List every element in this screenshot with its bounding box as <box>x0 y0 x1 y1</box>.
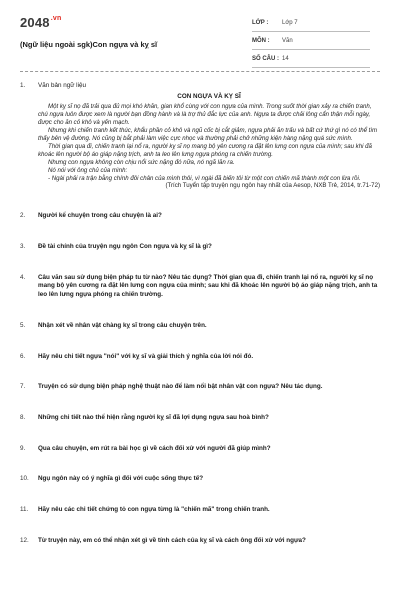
meta-label: LỚP : <box>252 19 269 26</box>
header-divider <box>20 71 380 72</box>
logo-suffix: .vn <box>50 15 62 22</box>
question-item <box>20 82 380 190</box>
question-item <box>20 445 380 454</box>
question-text: Câu văn sau sử dụng biện pháp tu từ nào? Nêu tác dụng? Thời gian qua đi, chiến tranh lại nổ ra, người kỵ sĩ nọ mang bộ yên cương ra đặt lên lưng con ngựa của mình; sau khi đã khoác lên người bộ áo giáp nặng trịch, anh ta leo lên lưng ngựa phóng ra chiến trường. <box>38 273 378 299</box>
passage-source: (Trích Tuyển tập truyện ngụ ngôn hay nhất của Aesop, NXB Trẻ, 2014, tr.71-72) <box>165 182 380 190</box>
passage-paragraph: Nhưng con ngựa không còn chịu nổi sức nặng đó nữa, nó ngã lăn ra. <box>48 158 235 166</box>
logo-number: 2048 <box>20 15 50 30</box>
meta-table <box>252 14 370 68</box>
question-item <box>20 414 380 423</box>
meta-label: MÔN : <box>252 37 270 44</box>
question-text: Hãy nêu các chi tiết chứng tỏ con ngựa từng là "chiến mã" trong chiến tranh. <box>38 506 270 514</box>
meta-value: Văn <box>282 37 293 44</box>
question-number: 7. <box>20 383 26 391</box>
question-number: 2. <box>20 212 26 220</box>
meta-value: 14 <box>282 55 289 62</box>
question-number: 1. <box>20 82 26 89</box>
question-item <box>20 506 380 515</box>
question-number: 9. <box>20 444 26 452</box>
passage-paragraph: - Ngài phải ra trận bằng chính đôi chân của mình thôi, vì ngài đã biến tôi từ một con chiến mã thành một con lừa rồi. <box>48 174 361 182</box>
question-number: 4. <box>20 273 26 281</box>
question-item <box>20 322 380 331</box>
question-text: Truyện có sử dụng biện pháp nghệ thuật nào để làm nổi bật nhân vật con ngựa? Nêu tác dụng. <box>38 383 323 391</box>
question-item <box>20 475 380 484</box>
meta-row-class <box>252 14 370 32</box>
question-item <box>20 212 380 221</box>
question-number: 12. <box>20 536 29 544</box>
question-item <box>20 353 380 362</box>
question-number: 11. <box>20 506 29 514</box>
question-item <box>20 537 380 546</box>
passage-paragraph: Nhưng khi chiến tranh kết thúc, khẩu phần cỏ khô và ngũ cốc bị cắt giảm, ngựa phải ăn trấu và bất cứ thứ gì nó có thể tìm thấy bên vệ đường. Nó cũng bị bắt phải làm việc cực nhọc và thường phải chở những kiện hàng nặng quá sức mình. <box>38 127 378 143</box>
question-text: Người kể chuyện trong câu chuyện là ai? <box>38 212 162 220</box>
question-number: 3. <box>20 243 26 251</box>
question-text: Qua câu chuyện, em rút ra bài học gì về cách đối xử với người đã giúp mình? <box>38 444 271 452</box>
question-item <box>20 243 380 252</box>
question-item <box>20 274 380 300</box>
question-text: Hãy nêu chi tiết ngựa "nói" với kỵ sĩ và giải thích ý nghĩa của lời nói đó. <box>38 352 254 360</box>
question-item <box>20 383 380 392</box>
question-number: 6. <box>20 352 26 360</box>
worksheet-subtitle: (Ngữ liệu ngoài sgk)Con ngựa và kỵ sĩ <box>20 40 158 49</box>
question-number: 8. <box>20 414 26 421</box>
passage-paragraph: Nó nói với ông chủ của mình: <box>48 166 128 174</box>
question-text: Những chi tiết nào thể hiện rằng người kỵ sĩ đã lợi dụng ngựa sau hoà bình? <box>38 414 269 421</box>
question-text: Từ truyện này, em có thể nhận xét gì về tính cách của kỵ sĩ và cách ông đối xử với ngựa? <box>38 536 306 544</box>
meta-row-count <box>252 50 370 68</box>
question-text: Ngụ ngôn này có ý nghĩa gì đối với cuộc sống thực tế? <box>38 475 204 483</box>
passage-paragraph: Thời gian qua đi, chiến tranh lại nổ ra, người kỵ sĩ nọ mang bộ yên cương ra đặt lên lưng con ngựa của mình; sau khi đã khoác lên người bộ áo giáp nặng trịch, anh ta leo lên lưng ngựa phóng ra chiến trường. <box>38 142 372 158</box>
passage-text <box>38 103 380 190</box>
question-number: 5. <box>20 321 26 329</box>
question-number: 10. <box>20 475 29 483</box>
question-list <box>20 82 380 546</box>
passage-title: CON NGỰA VÀ KỴ SĨ <box>177 92 241 100</box>
site-logo[interactable] <box>20 15 61 30</box>
meta-value: Lớp 7 <box>282 19 298 26</box>
meta-row-subject <box>252 32 370 50</box>
question-text: Đề tài chính của truyện ngụ ngôn Con ngựa và kỵ sĩ là gì? <box>38 243 212 251</box>
passage-heading: Văn bản ngữ liệu <box>38 82 86 89</box>
question-text: Nhận xét về nhân vật chàng kỵ sĩ trong câu chuyện trên. <box>38 321 207 329</box>
meta-label: SỐ CÂU : <box>252 55 279 62</box>
passage-paragraph: Một kỵ sĩ nọ đã trải qua đủ mọi khó khăn, gian khổ cùng với con ngựa của mình. Trong suốt thời gian xảy ra chiến tranh, chú ngựa luôn được xem là người bạn đồng hành và là trợ thủ đắc lực của anh. Ngựa ta được chải lông cẩn thận mỗi ngày, được cho ăn cỏ khô và yến mạch. <box>38 103 372 127</box>
